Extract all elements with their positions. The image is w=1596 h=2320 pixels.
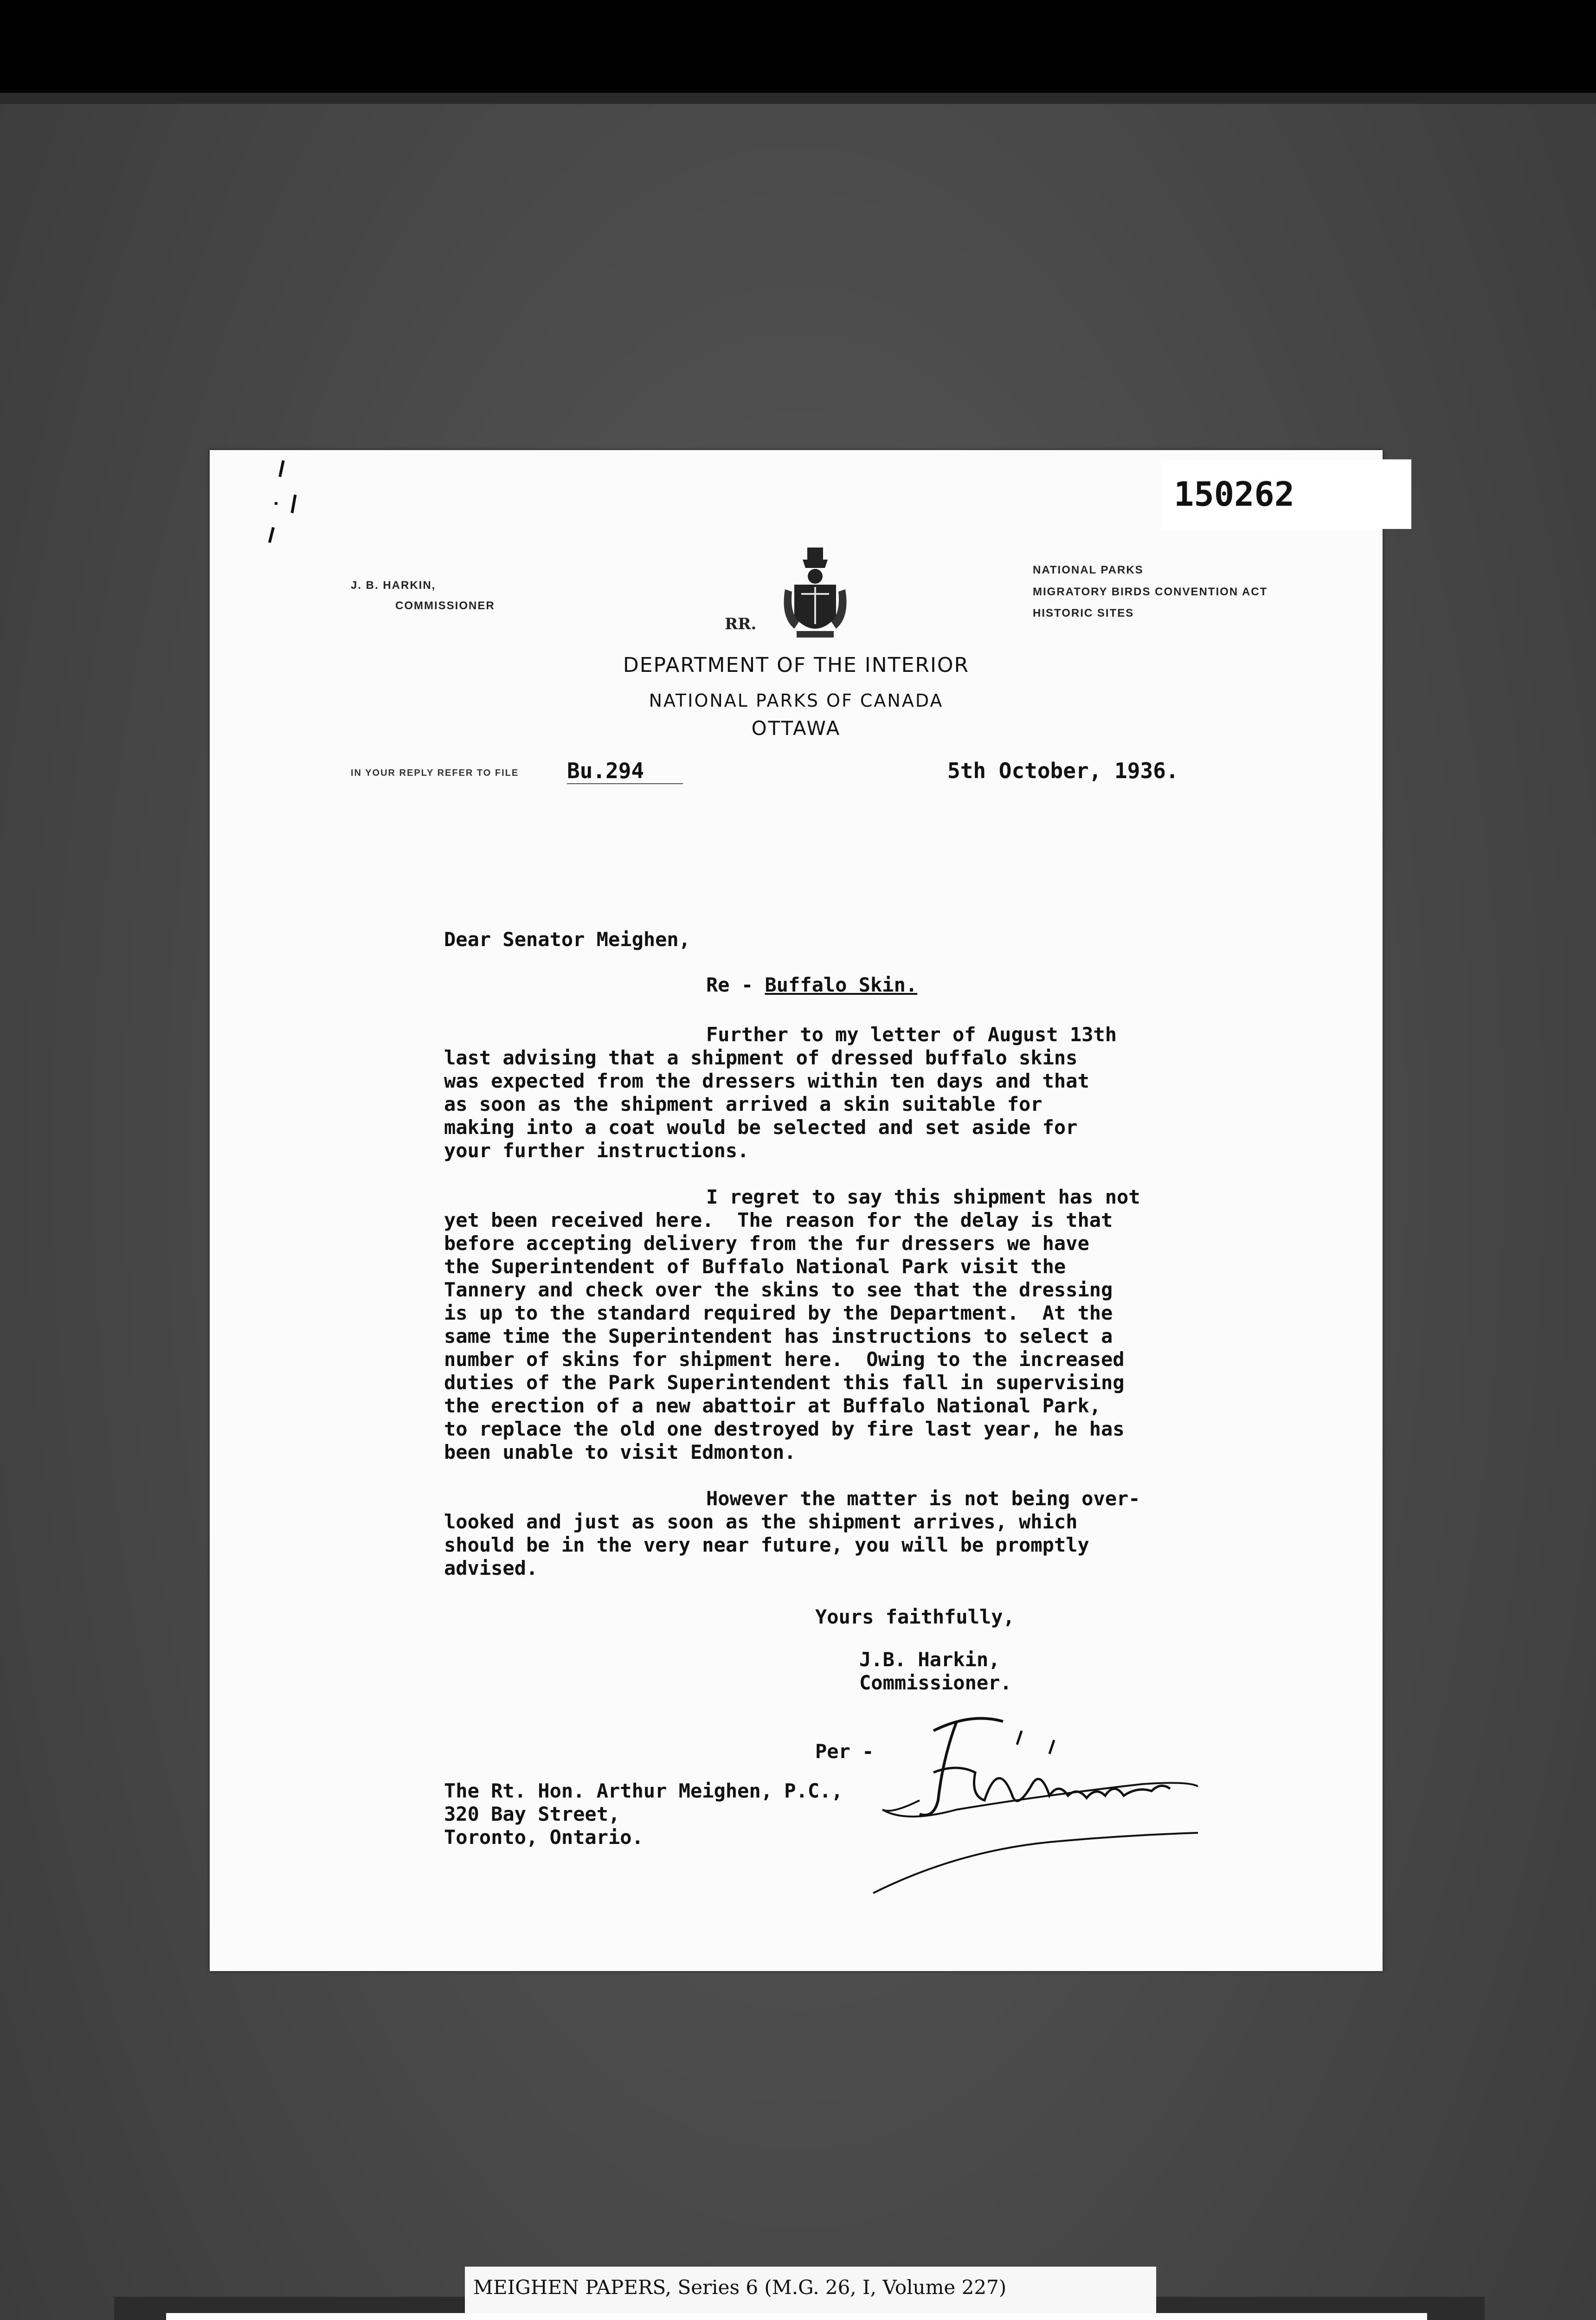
subject-text: Buffalo Skin. bbox=[765, 973, 918, 996]
paragraph-line: last advising that a shipment of dressed buffalo skins bbox=[444, 1046, 1078, 1069]
paragraph-line: your further instructions. bbox=[444, 1139, 749, 1162]
paragraph-line: the Superintendent of Buffalo National Park visit the bbox=[444, 1255, 1066, 1278]
paragraph-line: same time the Superintendent has instructions to select a bbox=[444, 1325, 1113, 1347]
paragraph-line: number of skins for shipment here. Owing to the increased bbox=[444, 1348, 1125, 1371]
paragraph-line: been unable to visit Edmonton. bbox=[444, 1441, 796, 1463]
paragraph-line: to replace the old one destroyed by fire last year, he has bbox=[444, 1418, 1125, 1440]
mount-board-edge bbox=[0, 93, 1596, 104]
letterhead-initials: RR. bbox=[725, 615, 757, 633]
salutation: Dear Senator Meighen, bbox=[444, 928, 691, 951]
letterhead-division: NATIONAL PARKS OF CANADA bbox=[649, 690, 944, 711]
recipient-line: The Rt. Hon. Arthur Meighen, P.C., bbox=[444, 1779, 843, 1802]
paragraph-line: is up to the standard required by the Department. At the bbox=[444, 1302, 1113, 1324]
letter-page bbox=[210, 450, 1383, 1971]
coat-of-arms-crest bbox=[780, 548, 850, 643]
paragraph-line: Tannery and check over the skins to see that the dressing bbox=[444, 1278, 1113, 1301]
letterhead-branch-2: MIGRATORY BIRDS CONVENTION ACT bbox=[1033, 586, 1268, 598]
paragraph-line: making into a coat would be selected and set aside for bbox=[444, 1116, 1078, 1139]
paragraph-line: However the matter is not being over- bbox=[706, 1487, 1140, 1510]
paragraph-line: yet been received here. The reason for the delay is that bbox=[444, 1209, 1113, 1231]
subject-prefix: Re - bbox=[706, 973, 765, 996]
paragraph-line: was expected from the dressers within ten days and that bbox=[444, 1070, 1089, 1092]
margin-mark bbox=[275, 502, 277, 505]
archives-card bbox=[166, 2313, 1427, 2320]
paragraph-line: duties of the Park Superintendent this fall in supervising bbox=[444, 1371, 1125, 1394]
paragraph-line: Further to my letter of August 13th bbox=[706, 1023, 1117, 1046]
margin-mark bbox=[291, 495, 297, 513]
letterhead-branch-1: NATIONAL PARKS bbox=[1033, 564, 1144, 576]
series-caption: MEIGHEN PAPERS, Series 6 (M.G. 26, I, Volume 227) bbox=[465, 2267, 1156, 2320]
reply-reference-label: IN YOUR REPLY REFER TO FILE bbox=[351, 768, 519, 778]
handwritten-signature bbox=[864, 1703, 1207, 1907]
signer-name: J.B. Harkin, bbox=[859, 1648, 1000, 1671]
recipient-line: Toronto, Ontario. bbox=[444, 1826, 644, 1849]
letterhead-city: OTTAWA bbox=[751, 717, 841, 740]
letter-date: 5th October, 1936. bbox=[947, 758, 1179, 783]
paragraph-line: before accepting delivery from the fur dressers we have bbox=[444, 1232, 1089, 1255]
letterhead-branch-3: HISTORIC SITES bbox=[1033, 607, 1134, 619]
margin-mark bbox=[268, 527, 275, 543]
paragraph-line: as soon as the shipment arrived a skin suitable for bbox=[444, 1093, 1043, 1115]
paragraph-line: I regret to say this shipment has not bbox=[706, 1186, 1140, 1208]
letterhead-commissioner-name: J. B. HARKIN, bbox=[351, 579, 436, 592]
paragraph-line: the erection of a new abattoir at Buffalo National Park, bbox=[444, 1394, 1101, 1417]
per-label: Per - bbox=[815, 1740, 874, 1763]
file-number-stamp: 150262 bbox=[1161, 459, 1411, 529]
paragraph-line: looked and just as soon as the shipment arrives, which bbox=[444, 1510, 1078, 1533]
margin-mark bbox=[278, 460, 284, 477]
recipient-line: 320 Bay Street, bbox=[444, 1803, 620, 1825]
reply-file-number: Bu.294 bbox=[567, 758, 683, 784]
closing: Yours faithfully, bbox=[815, 1605, 1015, 1628]
letterhead-commissioner-title: COMMISSIONER bbox=[395, 599, 495, 612]
paragraph-line: advised. bbox=[444, 1557, 538, 1579]
letterhead-department: DEPARTMENT OF THE INTERIOR bbox=[623, 653, 970, 677]
paragraph-line: should be in the very near future, you will be promptly bbox=[444, 1534, 1089, 1556]
subject-line bbox=[706, 973, 917, 997]
signer-title: Commissioner. bbox=[859, 1671, 1012, 1694]
